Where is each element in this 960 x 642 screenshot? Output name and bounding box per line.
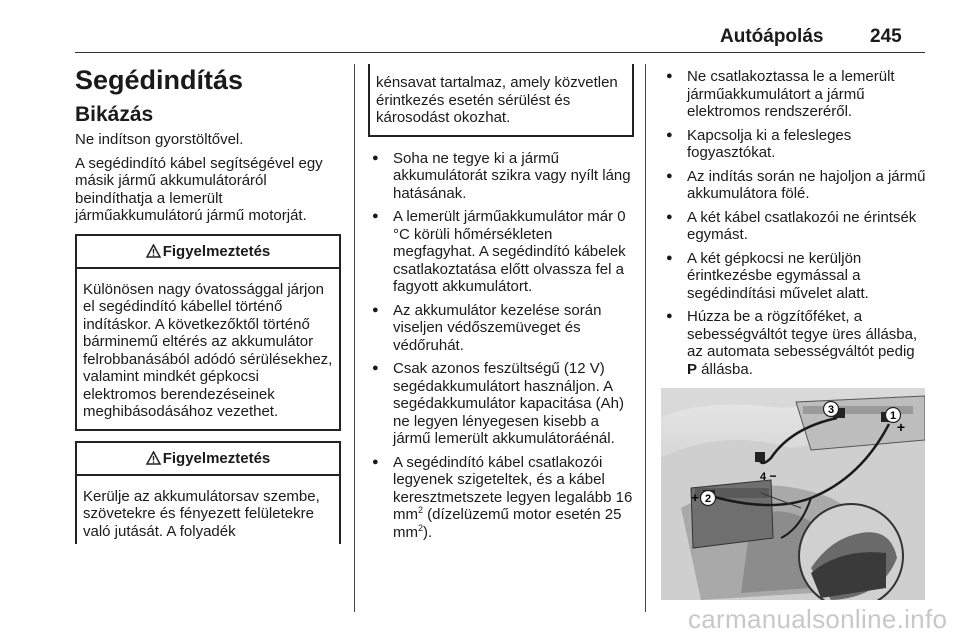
label-4: 4 xyxy=(759,471,767,483)
list-item: ● A két kábel csatlakozói ne érintsék egymást. xyxy=(662,209,927,244)
label-2: 2 xyxy=(704,493,712,505)
column-3 xyxy=(662,68,927,384)
list-item: ● Kapcsolja ki a felesleges fogyasztókat. xyxy=(662,127,927,162)
section-title: Segédindítás xyxy=(75,65,244,95)
column-divider-2 xyxy=(645,64,646,612)
warning-title-2: Figyelmeztetés xyxy=(162,449,271,467)
label-badge-3 xyxy=(824,402,839,417)
list-item: ● Az akkumulátor kezelése során viseljen védőszemüveget és védőruhát. xyxy=(368,302,634,355)
bullet-list-1 xyxy=(368,150,634,542)
page-header-title: Autóápolás xyxy=(720,26,824,47)
label-1: 1 xyxy=(889,410,897,422)
bullet-list-2 xyxy=(662,68,927,378)
page-number: 245 xyxy=(870,26,902,47)
warning-box-2-continued: kénsavat tartalmaz, amely közvetlen érintkezés esetén sérülést és károsodást okozhat. xyxy=(368,64,634,137)
warning-icon xyxy=(146,244,161,258)
warning-title-1: Figyelmeztetés xyxy=(162,242,271,260)
label-badge-2 xyxy=(701,491,716,506)
cable-text-a: A segédindító kábel csatlakozói legyenek szigeteltek, és a kábel keresztmetszete legyen legalább 16 mm xyxy=(393,453,633,523)
list-item xyxy=(368,454,634,542)
intro-paragraph: Ne indítson gyorstöltővel. xyxy=(75,131,244,148)
warning-box-2 xyxy=(75,441,341,545)
cable-text-b: (dízelüzemű motor esetén 25 mm xyxy=(393,506,622,541)
jump-start-illustration xyxy=(661,388,925,600)
list-item: ● A két gépkocsi ne kerüljön érintkezésbe egymással a segédindítási művelet alatt. xyxy=(662,250,927,303)
list-item: ● Csak azonos feszültségű (12 V) segédakkumulátort használjon. A segédakkumulátor kapacitása (Ah) ne legyen lényegesen kisebb a jármű lemerült akkumulátoráénál. xyxy=(368,360,634,448)
cable-text-c: ). xyxy=(423,523,433,541)
warning-header-1 xyxy=(77,236,339,269)
parking-text-b: állásba. xyxy=(697,360,753,378)
warning-icon xyxy=(146,451,161,465)
plus-sign-2: + xyxy=(691,490,699,505)
gear-p-label: P xyxy=(687,360,698,378)
plus-sign-1: + xyxy=(896,419,906,435)
section-subtitle: Bikázás xyxy=(75,103,154,126)
warning-box-1 xyxy=(75,234,341,431)
list-item: ● Az indítás során ne hajoljon a jármű akkumulátora fölé. xyxy=(662,168,927,203)
column-1 xyxy=(75,64,341,544)
column-2 xyxy=(368,64,634,547)
column-divider-1 xyxy=(354,64,355,612)
warning-text-1: Különösen nagy óvatossággal járjon el segédindító kábellel történő indításkor. A következőktől történő bárminemű eltérés az akkumulátor felrobbanásából adódó sérülésekhez, valamint mindkét gépkocsi elektromos berendezéseinek meghibásodásához vezethet. xyxy=(83,280,333,420)
watermark: carmanualsonline.info xyxy=(688,604,948,634)
list-item: ● Soha ne tegye ki a jármű akkumulátorát szikra vagy nyílt láng hatásának. xyxy=(368,150,634,203)
list-item xyxy=(662,308,927,378)
superscript: 2 xyxy=(418,505,424,515)
header-rule xyxy=(75,52,925,53)
list-item: ● A lemerült járműakkumulátor már 0 °C körüli hőmérsékleten megfagyhat. A segédindító kábelek csatlakoztatása előtt olvassza fel a fagyott akkumulátort. xyxy=(368,208,634,296)
minus-sign: − xyxy=(769,469,777,483)
warning-header-2 xyxy=(77,443,339,476)
parking-text-a: Húzza be a rögzítőféket, a sebességváltót tegye üres állásba, az automata sebességváltót pedig xyxy=(687,308,918,360)
label-3: 3 xyxy=(827,404,835,416)
warning-text-2: Kerülje az akkumulátorsav szembe, szövetekre és fényezett felületekre való jutását. A folyadék xyxy=(83,487,320,540)
list-item: ● Ne csatlakoztassa le a lemerült járműakkumulátort a jármű elektromos rendszeréről. xyxy=(662,68,927,121)
superscript: 2 xyxy=(418,522,424,533)
description-paragraph: A segédindító kábel segítségével egy másik jármű akkumulátoráról beindíthatja a lemerült járműakkumulátorú jármű motorját. xyxy=(75,154,323,224)
